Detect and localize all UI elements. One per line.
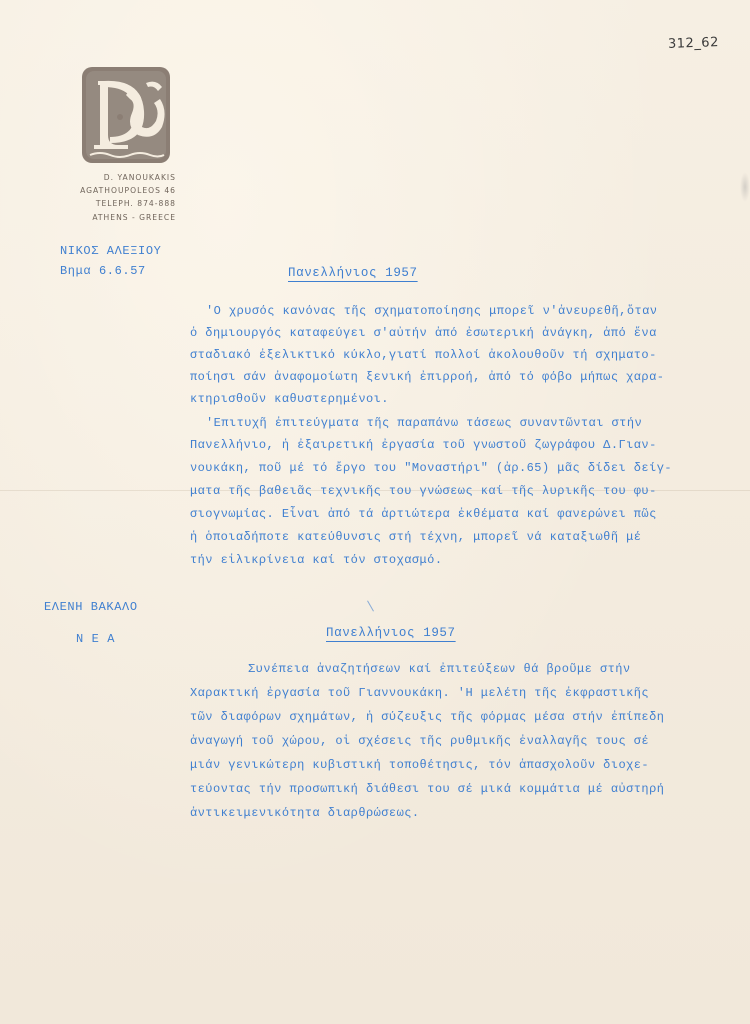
body-line: Πανελλήνιο, ἡ ἐξαιρετική ἐργασία τοῦ γνωστοῦ ζωγράφου Δ.Γιαν-	[190, 438, 657, 452]
body-line: σταδιακό ἐξελικτικό κύκλο,γιατί πολλοί ἀκολουθοῦν τή σχηματο-	[190, 348, 657, 362]
body-line: ποίησι σάν ἀναφομοίωτη ξενική ἐπιρροή, ἀπό τό φόβο μήπως χαρα-	[190, 370, 665, 384]
body-line: τεύοντας τήν προσωπική διάθεσι του σέ μικά κομμάτια μέ αὐστηρή	[190, 782, 665, 796]
section-2-title: Πανελλήνιος 1957	[326, 626, 456, 640]
body-line: μιάν γενικώτερη κυβιστική τοποθέτησις, τόν ἀπασχολοῦν διοχε-	[190, 758, 650, 772]
letterhead-city: ATHENS - GREECE	[92, 212, 176, 222]
body-line: ἀναγωγή τοῦ χώρου, οἱ σχέσεις τῆς ρυθμικῆς ἐναλλαγῆς τους σέ	[190, 734, 650, 748]
body-line: ἡ ὁποιαδήποτε κατεύθυνσις στή τέχνη, μπορεῖ νά καταξιωθῆ μέ	[190, 530, 642, 544]
body-line: ἀντικειμενικότητα διαρθρώσεως.	[190, 806, 420, 820]
section-1-source: Βημα 6.6.57	[60, 264, 146, 278]
section-1-author: ΝΙΚΟΣ ΑΛΕΞΙΟΥ	[60, 244, 162, 258]
body-line: 'Ο χρυσός κανόνας τῆς σχηματοποίησης μπορεῖ ν'ἀνευρεθῆ,ὅταν	[206, 304, 658, 318]
body-line: ματα τῆς βαθειᾶς τεχνικῆς του γνώσεως καί τῆς λυρικῆς του φυ-	[190, 484, 657, 498]
handwritten-reference-number: 312_62	[667, 35, 720, 52]
paper-smudge	[740, 172, 750, 202]
letterhead-phone: TELEPH. 874-888	[95, 199, 176, 209]
body-line: σιογνωμίας. Εἶναι ἀπό τά ἀρτιώτερα ἐκθέματα καί φανερώνει πῶς	[190, 507, 657, 521]
body-line: τῶν διαφόρων σχημάτων, ἡ σύζευξις τῆς φόρμας μέσα στήν ἐπίπεδη	[190, 710, 665, 724]
body-line: τήν εἰλικρίνεια καί τόν στοχασμό.	[190, 553, 443, 567]
letterhead-address	[76, 171, 176, 224]
section-2-author: ΕΛΕΝΗ ΒΑΚΑΛΟ	[44, 600, 138, 614]
body-line: 'Επιτυχῆ ἐπιτεύγματα τῆς παραπάνω τάσεως συναντῶνται στήν	[206, 416, 643, 430]
section-1-title: Πανελλήνιος 1957	[288, 266, 418, 280]
dy-monogram-logo	[80, 65, 172, 165]
letterhead-street: AGATHOUPOLEOS 46	[80, 186, 176, 196]
body-line: κτηρισθοῦν καθυστερημένοι.	[190, 392, 389, 406]
body-line: ὁ δημιουργός καταφεύγει σ'αὐτήν ἀπό ἐσωτερική ἀνάγκη, ἀπό ἕνα	[190, 326, 657, 340]
body-line: νουκάκη, ποῦ μέ τό ἔργο του "Μοναστήρι" (ἀρ.65) μᾶς δίδει δείγ-	[190, 461, 673, 475]
section-2-source: Ν Ε Α	[76, 632, 116, 646]
ink-mark	[367, 601, 374, 612]
letterhead-name: D. YANOUKAKIS	[103, 173, 176, 182]
body-line: Χαρακτική ἐργασία τοῦ Γιαννουκάκη. 'Η μελέτη τῆς ἐκφραστικῆς	[190, 686, 650, 700]
body-line: Συνέπεια ἀναζητήσεων καί ἐπιτεύξεων θά βροῦμε στήν	[248, 662, 631, 676]
